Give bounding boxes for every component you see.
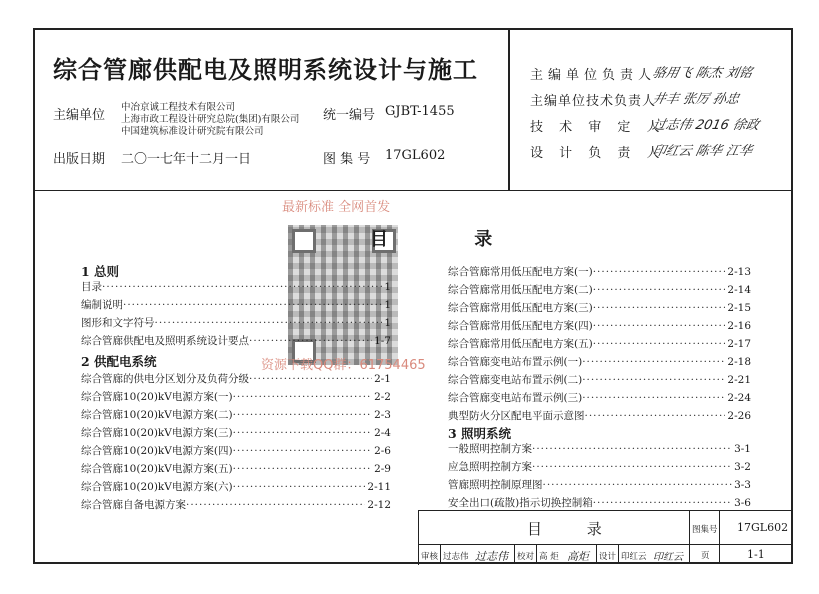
toc-entry[interactable]: 综合管廊10(20)kV电源方案(五) ····· 2-9 xyxy=(81,461,391,477)
review-label: 审核 xyxy=(421,552,439,562)
unified-no-label: 统一编号 xyxy=(323,108,376,123)
section-2-heading: 2 供配电系统 xyxy=(81,354,157,369)
toc-entry[interactable]: 综合管廊10(20)kV电源方案(二) ····· 2-3 xyxy=(81,407,391,423)
toc-entry[interactable]: 综合管廊10(20)kV电源方案(四) ····· 2-6 xyxy=(81,443,391,459)
section-3-heading: 3 照明系统 xyxy=(448,426,512,441)
toc-entry[interactable]: 综合管廊变电站布置示例(三) ····· 2-24 xyxy=(448,390,751,406)
toc-entry[interactable]: 综合管廊变电站布置示例(一) ····· 2-18 xyxy=(448,354,751,370)
toc-entry[interactable]: 综合管廊供配电及照明系统设计要点 ····· 1-7 xyxy=(81,333,391,349)
editor-label: 主编单位 xyxy=(53,108,106,123)
divider xyxy=(536,544,537,564)
toc-entry[interactable]: 综合管廊常用低压配电方案(一) ····· 2-13 xyxy=(448,264,751,280)
toc-entry[interactable]: 管廊照明控制原理图 ····· 3-3 xyxy=(448,477,751,493)
atlas-title: 综合管廊供配电及照明系统设计与施工 xyxy=(53,55,478,84)
design-label: 设计 xyxy=(599,552,617,562)
editor-unit-2: 上海市政工程设计研究总院(集团)有限公司 xyxy=(121,114,300,125)
toc-entry[interactable]: 综合管廊10(20)kV电源方案(六) ····· 2-11 xyxy=(81,479,391,495)
reviewer-signature: 过志伟 xyxy=(475,550,508,563)
toc-entry[interactable]: 图形和文字符号 ····· 1 xyxy=(81,315,391,331)
toc-entry[interactable]: 综合管廊的供电分区划分及负荷分级 ····· 2-1 xyxy=(81,371,391,387)
page-value: 1-1 xyxy=(747,548,765,561)
atlas-no-value: 17GL602 xyxy=(385,148,446,163)
editor-unit-3: 中国建筑标准设计研究院有限公司 xyxy=(121,126,264,137)
title-block xyxy=(418,510,792,565)
header-divider xyxy=(508,30,510,190)
section-1-heading: 1 总则 xyxy=(81,264,120,279)
qr-finder xyxy=(292,229,316,253)
role-chief-unit: 主编单位负责人 xyxy=(530,68,657,83)
page-label: 页 xyxy=(701,551,710,561)
toc-entry[interactable]: 典型防火分区配电平面示意图 ····· 2-26 xyxy=(448,408,751,424)
role-designer: 设 计 负 责 人 xyxy=(530,146,666,161)
atlas-label: 图集号 xyxy=(692,525,718,535)
atlas-no-label: 图 集 号 xyxy=(323,152,371,167)
toc-entry[interactable]: 一般照明控制方案 ····· 3-1 xyxy=(448,441,751,457)
title-block-title: 目 录 xyxy=(527,520,622,538)
checker-signature: 高炬 xyxy=(567,550,589,563)
date-label: 出版日期 xyxy=(53,152,106,167)
editor-unit-1: 中冶京诚工程技术有限公司 xyxy=(121,102,236,113)
signatures-tech-lead: 井丰 张厉 孙忠 xyxy=(650,92,741,107)
toc-entry[interactable]: 应急照明控制方案 ····· 3-2 xyxy=(448,459,751,475)
divider xyxy=(689,544,792,545)
signatures-designer: 印红云 陈华 江华 xyxy=(650,144,754,159)
title-block-main xyxy=(419,511,690,545)
divider xyxy=(689,511,690,564)
toc-entry[interactable]: 综合管廊常用低压配电方案(二) ····· 2-14 xyxy=(448,282,751,298)
unified-no-value: GJBT-1455 xyxy=(385,104,455,119)
designer-signature: 印红云 xyxy=(653,552,683,563)
check-label: 校对 xyxy=(517,552,535,562)
toc-entry[interactable]: 综合管廊常用低压配电方案(四) ····· 2-16 xyxy=(448,318,751,334)
atlas-value: 17GL602 xyxy=(737,521,789,534)
toc-entry[interactable]: 综合管廊常用低压配电方案(三) ····· 2-15 xyxy=(448,300,751,316)
divider xyxy=(514,544,515,564)
toc-entry[interactable]: 安全出口(疏散)指示切换控制箱 ····· 3-6 xyxy=(448,495,751,511)
divider xyxy=(596,544,597,564)
signatures-chief-unit: 骆用飞 陈杰 刘铭 xyxy=(650,66,754,81)
watermark-top: 最新标准 全网首发 xyxy=(282,200,391,215)
role-reviewer: 技 术 审 定 人 xyxy=(530,120,666,135)
toc-entry[interactable]: 编制说明 ····· 1 xyxy=(81,297,391,313)
designer-name: 印红云 xyxy=(621,552,647,562)
checker-name: 高 炬 xyxy=(539,552,559,562)
toc-title: 目 录 xyxy=(370,229,533,250)
signatures-reviewer: 过志伟 2016 徐政 xyxy=(650,118,761,133)
role-tech-lead: 主编单位技术负责人 xyxy=(530,94,657,109)
date-value: 二〇一七年十二月一日 xyxy=(121,152,252,167)
divider xyxy=(618,544,619,564)
toc-entry[interactable]: 综合管廊常用低压配电方案(五) ····· 2-17 xyxy=(448,336,751,352)
toc-entry[interactable]: 综合管廊10(20)kV电源方案(三) ····· 2-4 xyxy=(81,425,391,441)
toc-entry[interactable]: 综合管廊自备电源方案 ····· 2-12 xyxy=(81,497,391,513)
watermark-mid: 资源下载QQ群：61754465 xyxy=(261,358,426,373)
cover-header xyxy=(35,30,791,191)
drawing-frame xyxy=(33,28,793,564)
divider xyxy=(440,544,441,564)
divider xyxy=(719,511,720,564)
toc-entry[interactable]: 综合管廊变电站布置示例(二) ····· 2-21 xyxy=(448,372,751,388)
toc-entry[interactable]: 目录 ····· 1 xyxy=(81,279,391,295)
toc-entry[interactable]: 综合管廊10(20)kV电源方案(一) ····· 2-2 xyxy=(81,389,391,405)
reviewer-name: 过志伟 xyxy=(443,552,469,562)
